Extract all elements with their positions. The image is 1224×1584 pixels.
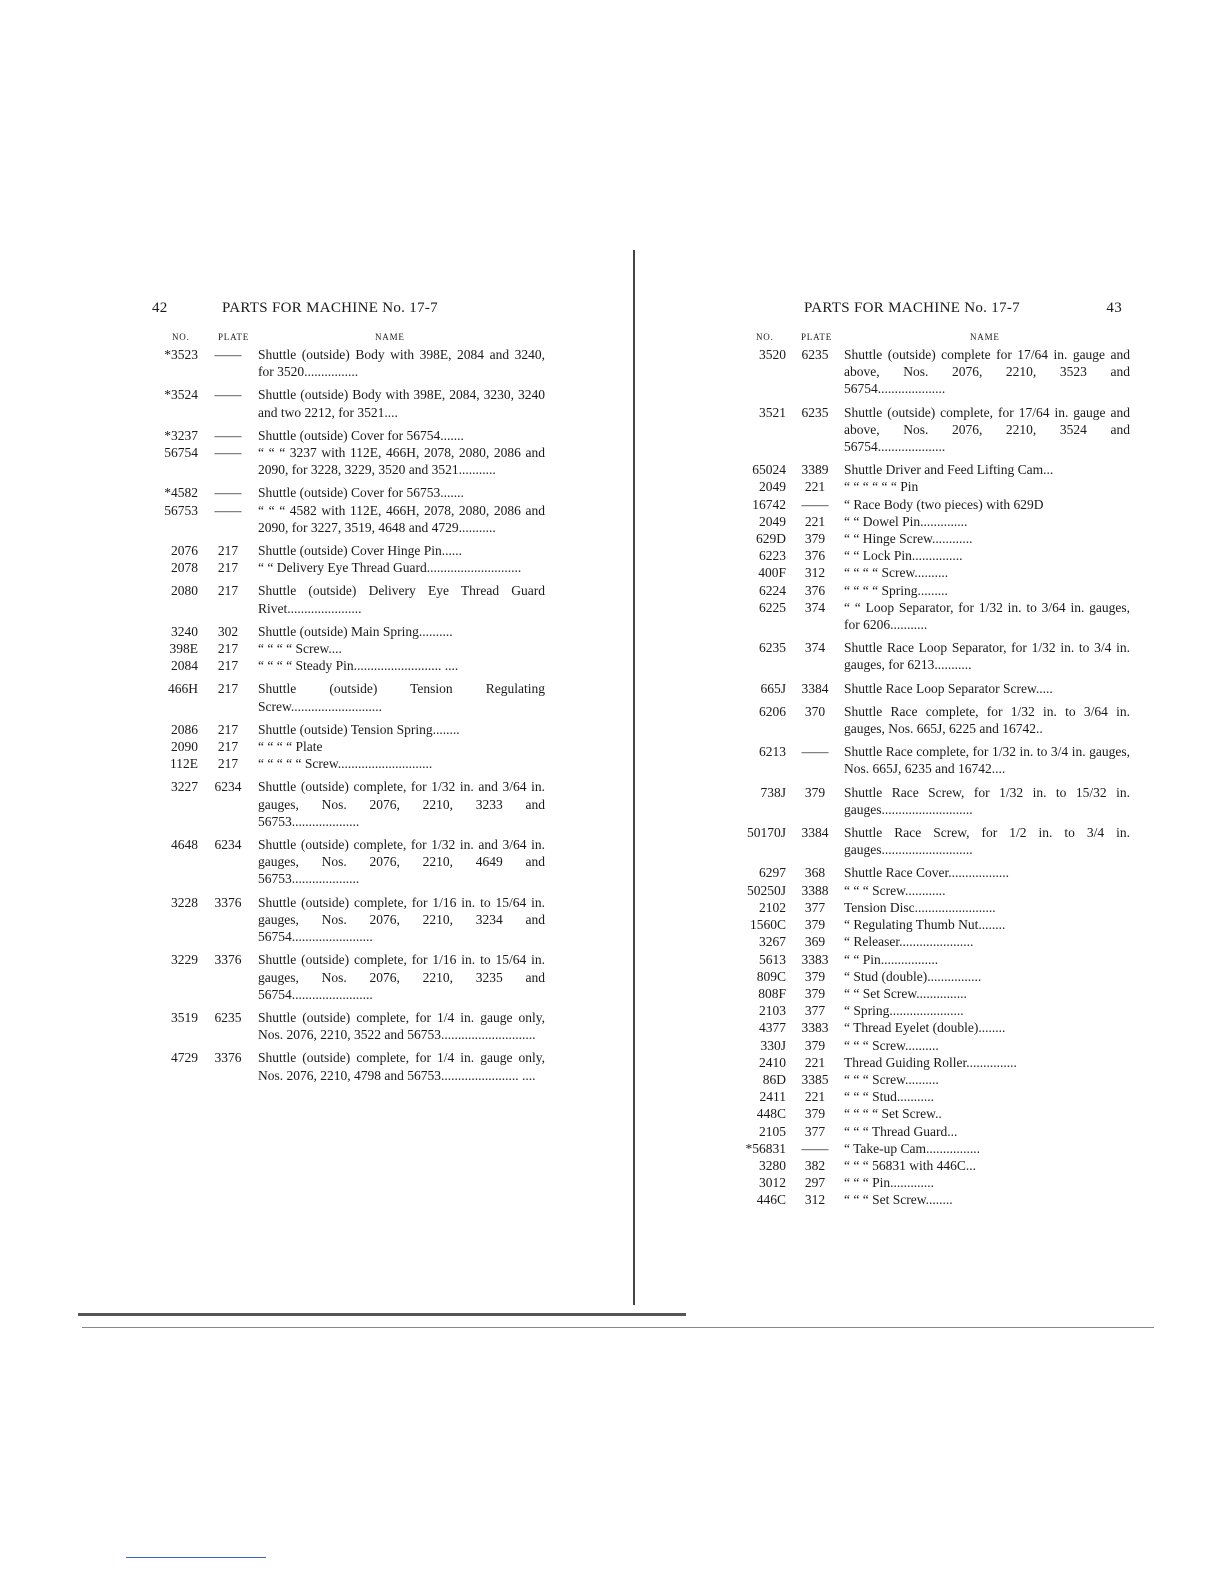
part-name: Shuttle (outside) Cover Hinge Pin...... [258,543,462,559]
part-row [150,721,545,738]
part-number: 2049 [759,479,786,495]
part-row [150,755,545,772]
part-name: “ “ “ 3237 with 112E, 466H, 2078, 2080, 2086 and 2090, for 3228, 3229, 3520 and 3521........... [258,445,545,478]
part-number: 2080 [171,583,198,599]
part-number: 3227 [171,779,198,795]
part-number: *3524 [164,387,198,403]
right-col-plate: PLATE [801,332,832,342]
part-row [740,1019,1130,1036]
part-row [150,427,545,444]
plate-number: 376 [804,582,826,598]
plate-number: 217 [217,721,239,737]
plate-number: 374 [804,599,826,615]
part-name: “ “ “ 56831 with 446C... [844,1157,976,1173]
part-number: 448C [756,1106,786,1122]
part-row [740,933,1130,950]
plate-number: —— [801,744,829,760]
plate-number: —— [214,387,242,403]
part-number: 6223 [759,548,786,564]
part-row [740,985,1130,1002]
part-number: 50170J [746,825,786,841]
part-number: 3012 [759,1175,786,1191]
part-row [740,530,1130,547]
plate-number: 6235 [801,404,829,420]
plate-number: 3388 [801,882,829,898]
plate-number: 217 [217,543,239,559]
plate-number: 379 [804,985,826,1001]
part-name: Shuttle (outside) complete, for 1/32 in. and 3/64 in. gauges, Nos. 2076, 2210, 4649 and 56753.................... [258,837,545,887]
part-row [740,824,1130,858]
right-col-name: NAME [970,332,1000,342]
part-number: 629D [756,531,786,547]
part-name: Shuttle (outside) complete, for 1/16 in. to 15/64 in. gauges, Nos. 2076, 2210, 3234 and 56754........................ [258,894,545,945]
part-number: 2084 [171,658,198,674]
part-name: Thread Guiding Roller............... [844,1054,1017,1070]
part-row [150,542,545,559]
part-name: “ “ “ “ “ “ Pin [844,479,919,495]
right-col-no: NO. [756,332,774,342]
part-number: 6235 [759,640,786,656]
part-row [150,346,545,380]
part-number: *56831 [745,1140,786,1156]
part-name: “ “ “ “ Plate [258,739,323,755]
plate-number: 217 [217,560,239,576]
plate-number: 3383 [801,1020,829,1036]
part-row [740,1054,1130,1071]
plate-number: —— [214,347,242,362]
part-number: 50250J [746,882,786,898]
part-number: 466H [168,681,198,697]
part-row [740,1088,1130,1105]
part-name: “ “ “ “ Set Screw.. [844,1106,942,1122]
part-number: 738J [760,784,786,800]
plate-number: 3376 [214,894,242,910]
plate-number: 3383 [801,951,829,967]
part-name: “ Spring...................... [844,1003,964,1019]
part-row [150,778,545,830]
left-running-head [150,300,545,326]
part-row [740,582,1130,599]
part-row [150,386,545,420]
part-name: “ “ “ 4582 with 112E, 466H, 2078, 2080, 2086 and 2090, for 3227, 3519, 4648 and 4729........... [258,502,545,535]
part-row [740,461,1130,478]
plate-number: 379 [804,531,826,547]
part-name: “ “ Loop Separator, for 1/32 in. to 3/64 in. gauges, for 6206........... [844,599,1130,633]
part-row [740,784,1130,818]
part-number: 808F [758,985,786,1001]
part-row [740,1002,1130,1019]
plate-number: 221 [804,479,826,495]
part-name: Shuttle (outside) complete, for 1/4 in. gauge only, Nos. 2076, 2210, 3522 and 56753............................ [258,1009,545,1043]
plate-number: —— [214,502,242,518]
part-name: “ Regulating Thumb Nut........ [844,917,1006,933]
plate-number: 221 [804,1089,826,1105]
part-row [740,968,1130,985]
part-name: “ Take-up Cam................ [844,1140,981,1156]
part-row [150,623,545,640]
part-number: 16742 [752,496,786,512]
plate-number: 6234 [214,837,242,853]
part-number: 3228 [171,894,198,910]
part-name: Shuttle Race complete, for 1/32 in. to 3/64 in. gauges, Nos. 665J, 6225 and 16742.. [844,703,1130,737]
part-row [150,680,545,714]
part-name: Shuttle Driver and Feed Lifting Cam... [844,462,1054,478]
plate-number: 6235 [801,347,829,362]
part-row [740,547,1130,564]
plate-number: 368 [804,865,826,881]
plate-number: 379 [804,784,826,800]
part-name: Shuttle Race Loop Separator, for 1/32 in. to 3/4 in. gauges, for 6213........... [844,640,1130,673]
part-name: “ “ “ “ Spring......... [844,582,948,598]
part-number: 330J [760,1037,786,1053]
part-number: 3267 [759,934,786,950]
part-row [150,1009,545,1043]
plate-number: —— [801,496,829,512]
part-number: 2078 [171,560,198,576]
plate-number: 377 [804,1123,826,1139]
plate-number: 217 [217,681,239,697]
plate-number: 376 [804,548,826,564]
part-name: Tension Disc........................ [844,899,996,915]
part-row [740,478,1130,495]
part-name: “ “ Pin................. [844,951,939,967]
part-number: 6213 [759,744,786,760]
plate-number: 217 [217,641,239,657]
part-row [740,639,1130,673]
part-number: 3520 [759,347,786,362]
footer-link-line [126,1557,266,1558]
part-name: “ “ “ Screw.......... [844,1037,939,1053]
plate-number: 3384 [801,680,829,696]
part-number: 112E [170,756,198,772]
part-name: Shuttle (outside) complete, for 17/64 in. gauge and above, Nos. 2076, 2210, 3524 and 56754.................... [844,404,1130,455]
part-row [740,564,1130,581]
part-row [150,502,545,536]
part-row [740,496,1130,513]
part-name: “ “ “ Screw............ [844,882,946,898]
part-row [150,444,545,478]
part-row [740,404,1130,456]
part-row [740,513,1130,530]
part-number: 4648 [171,837,198,853]
part-name: Shuttle (outside) complete for 17/64 in. gauge and above, Nos. 2076, 2210, 3523 and 56754.................... [844,347,1130,397]
part-row [740,1105,1130,1122]
plate-number: 379 [804,1037,826,1053]
part-number: 2102 [759,899,786,915]
part-number: 2105 [759,1123,786,1139]
part-number: 2049 [759,513,786,529]
part-name: “ “ “ “ Screw.......... [844,565,949,581]
part-row [740,899,1130,916]
part-row [150,894,545,946]
plate-number: 297 [804,1175,826,1191]
part-number: 2086 [171,721,198,737]
part-number: 3280 [759,1157,786,1173]
part-row [740,1157,1130,1174]
part-number: 2103 [759,1003,786,1019]
part-number: 4729 [171,1050,198,1066]
plate-number: —— [801,1140,829,1156]
plate-number: —— [214,427,242,443]
part-number: 400F [758,565,786,581]
right-page [740,300,1130,1209]
plate-number: 3385 [801,1071,829,1087]
part-row [740,1191,1130,1208]
part-number: 6224 [759,582,786,598]
part-number: 56754 [164,445,198,461]
plate-number: —— [214,445,242,461]
part-row [740,1140,1130,1157]
part-number: 3229 [171,952,198,968]
plate-number: 217 [217,658,239,674]
plate-number: 312 [804,1192,826,1208]
part-row [740,1037,1130,1054]
part-row [740,346,1130,398]
part-row [740,864,1130,881]
left-page [150,300,545,1084]
part-name: “ “ Lock Pin............... [844,548,963,564]
part-number: 2410 [759,1054,786,1070]
part-number: 3521 [759,404,786,420]
part-name: “ “ Set Screw............... [844,985,967,1001]
part-row [740,743,1130,777]
part-row [740,1071,1130,1088]
plate-number: 217 [217,739,239,755]
part-name: “ “ “ Set Screw........ [844,1192,953,1208]
plate-number: 217 [217,756,239,772]
part-name: “ “ “ “ Screw.... [258,641,342,657]
part-name: Shuttle (outside) Tension Spring........ [258,721,460,737]
part-name: Shuttle (outside) Main Spring.......... [258,623,453,639]
right-running-head [740,300,1130,326]
part-row [740,951,1130,968]
part-name: “ “ Dowel Pin.............. [844,513,968,529]
part-name: Shuttle Race complete, for 1/32 in. to 3/4 in. gauges, Nos. 665J, 6235 and 16742.... [844,744,1130,777]
part-name: “ “ “ Stud........... [844,1089,934,1105]
part-name: “ “ Hinge Screw............ [844,531,973,547]
part-number: 665J [760,680,786,696]
plate-number: 374 [804,640,826,656]
part-number: *3523 [164,347,198,362]
part-name: “ “ “ Pin............. [844,1175,934,1191]
plate-number: 302 [217,623,239,639]
part-name: “ “ “ “ Steady Pin.......................... .... [258,658,459,674]
part-name: Shuttle (outside) Cover for 56754....... [258,427,464,443]
part-name: “ Releaser...................... [844,934,974,950]
plate-number: 3376 [214,952,242,968]
part-name: Shuttle (outside) Cover for 56753....... [258,485,464,501]
plate-number: 377 [804,1003,826,1019]
part-number: *3237 [164,427,198,443]
part-name: “ Race Body (two pieces) with 629D [844,496,1044,512]
part-number: 2411 [759,1089,786,1105]
part-number: 1560C [749,917,786,933]
part-row [150,1049,545,1083]
part-name: Shuttle (outside) Tension Regulating Screw........................... [258,681,545,714]
plate-number: 379 [804,1106,826,1122]
part-number: 3240 [171,623,198,639]
part-name: Shuttle Race Loop Separator Screw..... [844,680,1053,696]
part-number: 56753 [164,502,198,518]
scan-edge-rule [78,1313,686,1316]
part-row [740,599,1130,633]
plate-number: 3389 [801,462,829,478]
part-name: “ “ “ “ “ Screw............................ [258,756,433,772]
part-name: Shuttle (outside) Delivery Eye Thread Guard Rivet...................... [258,583,545,616]
plate-number: 382 [804,1157,826,1173]
part-number: 5613 [759,951,786,967]
left-col-name: NAME [375,332,405,342]
part-row [150,657,545,674]
part-row [150,582,545,616]
plate-number: 379 [804,968,826,984]
part-number: 6225 [759,599,786,615]
left-page-number: 42 [152,300,168,316]
part-number: 6206 [759,703,786,719]
left-column-headers [150,332,545,346]
part-name: “ Stud (double)................ [844,968,982,984]
part-name: Shuttle Race Screw, for 1/32 in. to 15/32 in. gauges........................... [844,784,1130,817]
part-number: *4582 [164,485,198,501]
part-number: 86D [762,1071,786,1087]
part-name: Shuttle Race Cover.................. [844,865,1009,881]
part-number: 2090 [171,739,198,755]
part-name: Shuttle (outside) Body with 398E, 2084 and 3240, for 3520................ [258,347,545,380]
part-number: 446C [756,1192,786,1208]
left-parts-list [150,346,545,1084]
part-row [740,1123,1130,1140]
part-name: “ Thread Eyelet (double)........ [844,1020,1006,1036]
part-row [150,484,545,501]
part-name: “ “ “ Screw.......... [844,1071,939,1087]
part-row [150,559,545,576]
part-name: “ “ “ Thread Guard... [844,1123,958,1139]
part-row [150,738,545,755]
part-name: Shuttle (outside) complete, for 1/32 in. and 3/64 in. gauges, Nos. 2076, 2210, 3233 and 56753.................... [258,779,545,829]
part-number: 2076 [171,543,198,559]
part-row [740,680,1130,697]
plate-number: 379 [804,917,826,933]
plate-number: 217 [217,583,239,599]
right-page-number: 43 [1106,300,1122,316]
right-column-headers [740,332,1130,346]
part-row [740,703,1130,737]
part-name: “ “ Delivery Eye Thread Guard............................ [258,560,522,576]
plate-number: 369 [804,934,826,950]
bottom-rule [82,1327,1154,1328]
part-row [740,916,1130,933]
plate-number: 3384 [801,825,829,841]
part-row [150,640,545,657]
left-col-no: NO. [172,332,190,342]
part-name: Shuttle Race Screw, for 1/2 in. to 3/4 in. gauges........................... [844,825,1130,858]
plate-number: 377 [804,899,826,915]
plate-number: 3376 [214,1050,242,1066]
part-name: Shuttle (outside) Body with 398E, 2084, 3230, 3240 and two 2212, for 3521.... [258,387,545,420]
part-row [740,882,1130,899]
left-running-title: PARTS FOR MACHINE No. 17-7 [222,300,438,316]
part-number: 4377 [759,1020,786,1036]
left-col-plate: PLATE [218,332,249,342]
part-row [150,951,545,1003]
plate-number: 6234 [214,779,242,795]
part-number: 809C [756,968,786,984]
part-row [740,1174,1130,1191]
plate-number: 221 [804,513,826,529]
part-name: Shuttle (outside) complete, for 1/4 in. gauge only, Nos. 2076, 2210, 4798 and 56753....................... .... [258,1050,545,1083]
plate-number: 221 [804,1054,826,1070]
right-parts-list [740,346,1130,1209]
part-row [150,836,545,888]
page-gutter [633,250,635,1305]
plate-number: 6235 [214,1009,242,1025]
plate-number: 370 [804,703,826,719]
part-number: 6297 [759,865,786,881]
part-number: 65024 [752,462,786,478]
right-running-title: PARTS FOR MACHINE No. 17-7 [804,300,1020,316]
part-number: 398E [169,641,198,657]
part-number: 3519 [171,1009,198,1025]
plate-number: —— [214,485,242,501]
plate-number: 312 [804,565,826,581]
part-name: Shuttle (outside) complete, for 1/16 in. to 15/64 in. gauges, Nos. 2076, 2210, 3235 and 56754........................ [258,952,545,1002]
